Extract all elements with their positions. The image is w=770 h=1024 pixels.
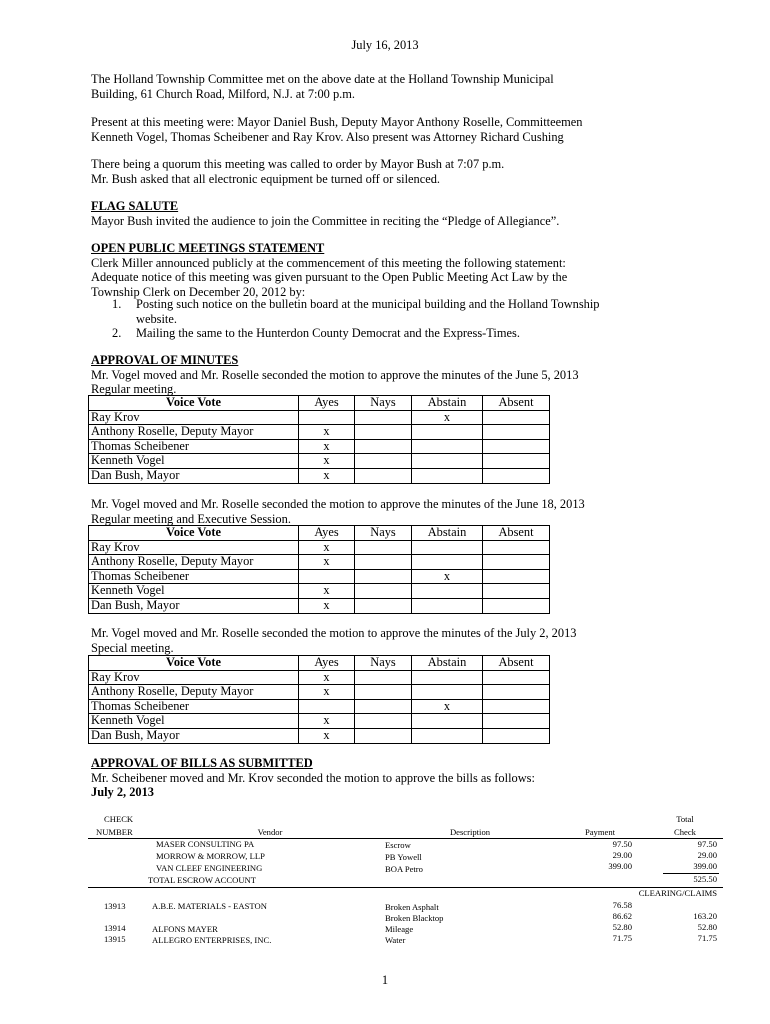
text-line: website. [136, 311, 177, 326]
text-line: Posting such notice on the bulletin board at the municipal building and the Holland Township [136, 297, 600, 311]
vote-cell [483, 454, 550, 469]
column-header-check: CHECK [104, 814, 134, 824]
column-header: Absent [483, 396, 550, 411]
table-row [89, 410, 550, 425]
text-line: Building, 61 Church Road, Milford, N.J. at 7:00 p.m. [91, 86, 355, 101]
escrow-total-amount: 525.50 [693, 874, 717, 884]
vendor-name: A.B.E. MATERIALS - EASTON [152, 901, 267, 911]
intro-paragraph-3 [91, 157, 504, 186]
member-name: Thomas Scheibener [89, 569, 299, 584]
text-line: Present at this meeting were: Mayor Daniel Bush, Deputy Mayor Anthony Roselle, Committeemen [91, 115, 583, 129]
intro-paragraph-2 [91, 115, 582, 144]
vote-cell [355, 670, 412, 685]
column-header: Absent [483, 526, 550, 541]
check-total: 399.00 [693, 861, 717, 871]
table-header-row [89, 656, 550, 671]
vote-cell: x [299, 714, 355, 729]
vote-cell [483, 555, 550, 570]
check-number: 13913 [104, 901, 126, 911]
payment-amount: 97.50 [612, 839, 632, 849]
section-heading: APPROVAL OF BILLS AS SUBMITTED [91, 756, 313, 770]
vote-cell [483, 685, 550, 700]
open-public-meetings-section [91, 241, 567, 299]
table-header-row [89, 526, 550, 541]
motion-text: Mr. Vogel moved and Mr. Roselle seconded the motion to approve the minutes of the June 5, 2013 [91, 367, 579, 382]
motion-text: Regular meeting and Executive Session. [91, 511, 291, 526]
column-header: Absent [483, 656, 550, 671]
vote-cell: x [299, 468, 355, 483]
bills-section [91, 756, 535, 800]
vote-cell [483, 670, 550, 685]
vote-cell [355, 439, 412, 454]
bill-description: BOA Petro [385, 864, 423, 874]
payment-amount: 399.00 [608, 861, 632, 871]
member-name: Thomas Scheibener [89, 699, 299, 714]
check-total: 97.50 [697, 839, 717, 849]
bill-description: Water [385, 935, 406, 945]
vote-cell [483, 439, 550, 454]
minutes-section [91, 353, 579, 397]
text-line: The Holland Township Committee met on the above date at the Holland Township Municipal [91, 72, 554, 86]
vote-cell [355, 714, 412, 729]
table-row [89, 454, 550, 469]
vote-cell [355, 454, 412, 469]
text-line: Mr. Bush asked that all electronic equipment be turned off or silenced. [91, 171, 441, 186]
vendor-name: MORROW & MORROW, LLP [156, 851, 265, 861]
vote-cell [483, 425, 550, 440]
bill-description: Mileage [385, 924, 414, 934]
vote-cell: x [299, 598, 355, 613]
check-total: 163.20 [693, 911, 717, 921]
payment-amount: 52.80 [612, 922, 632, 932]
text-line: Mailing the same to the Hunterdon County Democrat and the Express-Times. [136, 326, 520, 340]
check-number: 13914 [104, 923, 126, 933]
member-name: Anthony Roselle, Deputy Mayor [89, 685, 299, 700]
table-row [89, 728, 550, 743]
table-row [89, 439, 550, 454]
vote-cell [483, 468, 550, 483]
motion-text: Mr. Vogel moved and Mr. Roselle seconded the motion to approve the minutes of the June 18, 2013 [91, 497, 585, 511]
column-header: Abstain [412, 396, 483, 411]
motion-text: Special meeting. [91, 640, 174, 655]
check-number: 13915 [104, 934, 126, 944]
vote-cell [412, 728, 483, 743]
table-row [89, 425, 550, 440]
item-number: 2. [112, 326, 122, 340]
motion-text: Mr. Vogel moved and Mr. Roselle seconded the motion to approve the minutes of the July 2, 2013 [91, 626, 577, 640]
column-header: Voice Vote [89, 396, 299, 411]
member-name: Thomas Scheibener [89, 439, 299, 454]
member-name: Dan Bush, Mayor [89, 728, 299, 743]
payment-amount: 86.62 [612, 911, 632, 921]
check-total: 29.00 [697, 850, 717, 860]
flag-salute-section [91, 199, 559, 228]
column-header-total: Total [676, 814, 694, 824]
numbered-item [112, 297, 600, 326]
vote-cell [412, 685, 483, 700]
page-number: 1 [381, 973, 389, 987]
text-line: Mayor Bush invited the audience to join the Committee in reciting the “Pledge of Allegiance”. [91, 213, 560, 228]
column-header: Nays [355, 526, 412, 541]
column-header: Ayes [299, 656, 355, 671]
column-header-check: Check [674, 827, 696, 837]
vote-cell [483, 569, 550, 584]
text-line: Adequate notice of this meeting was given pursuant to the Open Public Meeting Act Law by the [91, 270, 568, 285]
text-line: There being a quorum this meeting was called to order by Mayor Bush at 7:07 p.m. [91, 157, 505, 171]
vote-cell [412, 555, 483, 570]
column-header-description: Description [449, 827, 491, 837]
column-header: Ayes [299, 396, 355, 411]
table-row [89, 584, 550, 599]
voice-vote-table [88, 395, 550, 484]
vote-cell [483, 540, 550, 555]
column-header: Abstain [412, 656, 483, 671]
column-header: Nays [355, 656, 412, 671]
vote-cell [412, 670, 483, 685]
vote-cell [355, 728, 412, 743]
vote-cell: x [299, 728, 355, 743]
bills-date: July 2, 2013 [91, 785, 154, 800]
item-number: 1. [112, 297, 122, 311]
table-row [89, 685, 550, 700]
column-header-vendor: Vendor [257, 827, 283, 837]
vote-cell [355, 555, 412, 570]
section-heading: OPEN PUBLIC MEETINGS STATEMENT [91, 241, 325, 255]
vote-cell [355, 468, 412, 483]
vote-cell: x [299, 454, 355, 469]
vote-cell [355, 569, 412, 584]
bill-description: PB Yowell [385, 852, 422, 862]
payment-amount: 71.75 [612, 933, 632, 943]
column-header: Nays [355, 396, 412, 411]
check-total: 71.75 [697, 933, 717, 943]
voice-vote-table [88, 525, 550, 614]
check-total: 52.80 [697, 922, 717, 932]
table-row [89, 540, 550, 555]
voice-vote-table [88, 655, 550, 744]
vote-cell: x [299, 584, 355, 599]
vote-cell [412, 714, 483, 729]
vote-cell: x [299, 670, 355, 685]
vote-cell [355, 584, 412, 599]
vote-cell [355, 598, 412, 613]
vote-cell [412, 598, 483, 613]
member-name: Kenneth Vogel [89, 454, 299, 469]
vote-cell: x [299, 439, 355, 454]
vote-cell [412, 454, 483, 469]
vote-cell: x [412, 569, 483, 584]
member-name: Ray Krov [89, 670, 299, 685]
table-row [89, 699, 550, 714]
bill-description: Broken Blacktop [385, 913, 444, 923]
vote-cell: x [299, 555, 355, 570]
vote-cell [412, 584, 483, 599]
escrow-total-label: TOTAL ESCROW ACCOUNT [148, 875, 257, 885]
numbered-item [112, 326, 520, 341]
member-name: Ray Krov [89, 410, 299, 425]
payment-amount: 76.58 [612, 900, 632, 910]
table-header-row [89, 396, 550, 411]
intro-paragraph-1 [91, 72, 554, 101]
column-header: Ayes [299, 526, 355, 541]
table-row [89, 714, 550, 729]
column-header-number: NUMBER [96, 827, 133, 837]
column-header: Abstain [412, 526, 483, 541]
vote-cell [483, 410, 550, 425]
vote-cell [412, 468, 483, 483]
bill-description: Escrow [385, 840, 411, 850]
motion-text: Mr. Scheibener moved and Mr. Krov seconded the motion to approve the bills as follows: [91, 770, 535, 785]
member-name: Anthony Roselle, Deputy Mayor [89, 555, 299, 570]
vendor-name: ALLEGRO ENTERPRISES, INC. [152, 935, 272, 945]
member-name: Anthony Roselle, Deputy Mayor [89, 425, 299, 440]
vote-cell: x [299, 425, 355, 440]
table-row [89, 598, 550, 613]
text-line: Kenneth Vogel, Thomas Scheibener and Ray Krov. Also present was Attorney Richard Cushing [91, 129, 564, 144]
clearing-claims-label: CLEARING/CLAIMS [638, 888, 717, 898]
section-heading: APPROVAL OF MINUTES [91, 353, 239, 367]
vote-cell: x [412, 410, 483, 425]
column-header-payment: Payment [584, 827, 616, 837]
vote-cell: x [299, 540, 355, 555]
document-date: July 16, 2013 [351, 38, 419, 52]
vote-cell [483, 584, 550, 599]
vote-cell [299, 699, 355, 714]
motion-text: Regular meeting. [91, 382, 177, 397]
vendor-name: MASER CONSULTING PA [156, 839, 255, 849]
table-row [89, 468, 550, 483]
vote-cell [483, 714, 550, 729]
motion-block [91, 497, 585, 526]
vote-cell: x [412, 699, 483, 714]
vote-cell: x [299, 685, 355, 700]
table-row [89, 555, 550, 570]
table-row [89, 670, 550, 685]
vote-cell [355, 540, 412, 555]
vendor-name: VAN CLEEF ENGINEERING [156, 863, 263, 873]
vote-cell [355, 699, 412, 714]
vote-cell [412, 540, 483, 555]
vote-cell [483, 728, 550, 743]
text-line: Township Clerk on December 20, 2012 by: [91, 284, 306, 299]
motion-block [91, 626, 576, 655]
member-name: Dan Bush, Mayor [89, 598, 299, 613]
vote-cell [412, 439, 483, 454]
member-name: Kenneth Vogel [89, 584, 299, 599]
column-header: Voice Vote [89, 526, 299, 541]
table-row [89, 569, 550, 584]
vote-cell [355, 425, 412, 440]
member-name: Kenneth Vogel [89, 714, 299, 729]
member-name: Ray Krov [89, 540, 299, 555]
member-name: Dan Bush, Mayor [89, 468, 299, 483]
section-heading: FLAG SALUTE [91, 199, 179, 213]
vote-cell [412, 425, 483, 440]
vote-cell [355, 685, 412, 700]
bill-description: Broken Asphalt [385, 902, 439, 912]
vote-cell [483, 699, 550, 714]
vendor-name: ALFONS MAYER [152, 924, 218, 934]
text-line: Clerk Miller announced publicly at the commencement of this meeting the following statement: [91, 255, 566, 270]
vote-cell [299, 410, 355, 425]
vote-cell [483, 598, 550, 613]
vote-cell [299, 569, 355, 584]
column-header: Voice Vote [89, 656, 299, 671]
payment-amount: 29.00 [612, 850, 632, 860]
vote-cell [355, 410, 412, 425]
